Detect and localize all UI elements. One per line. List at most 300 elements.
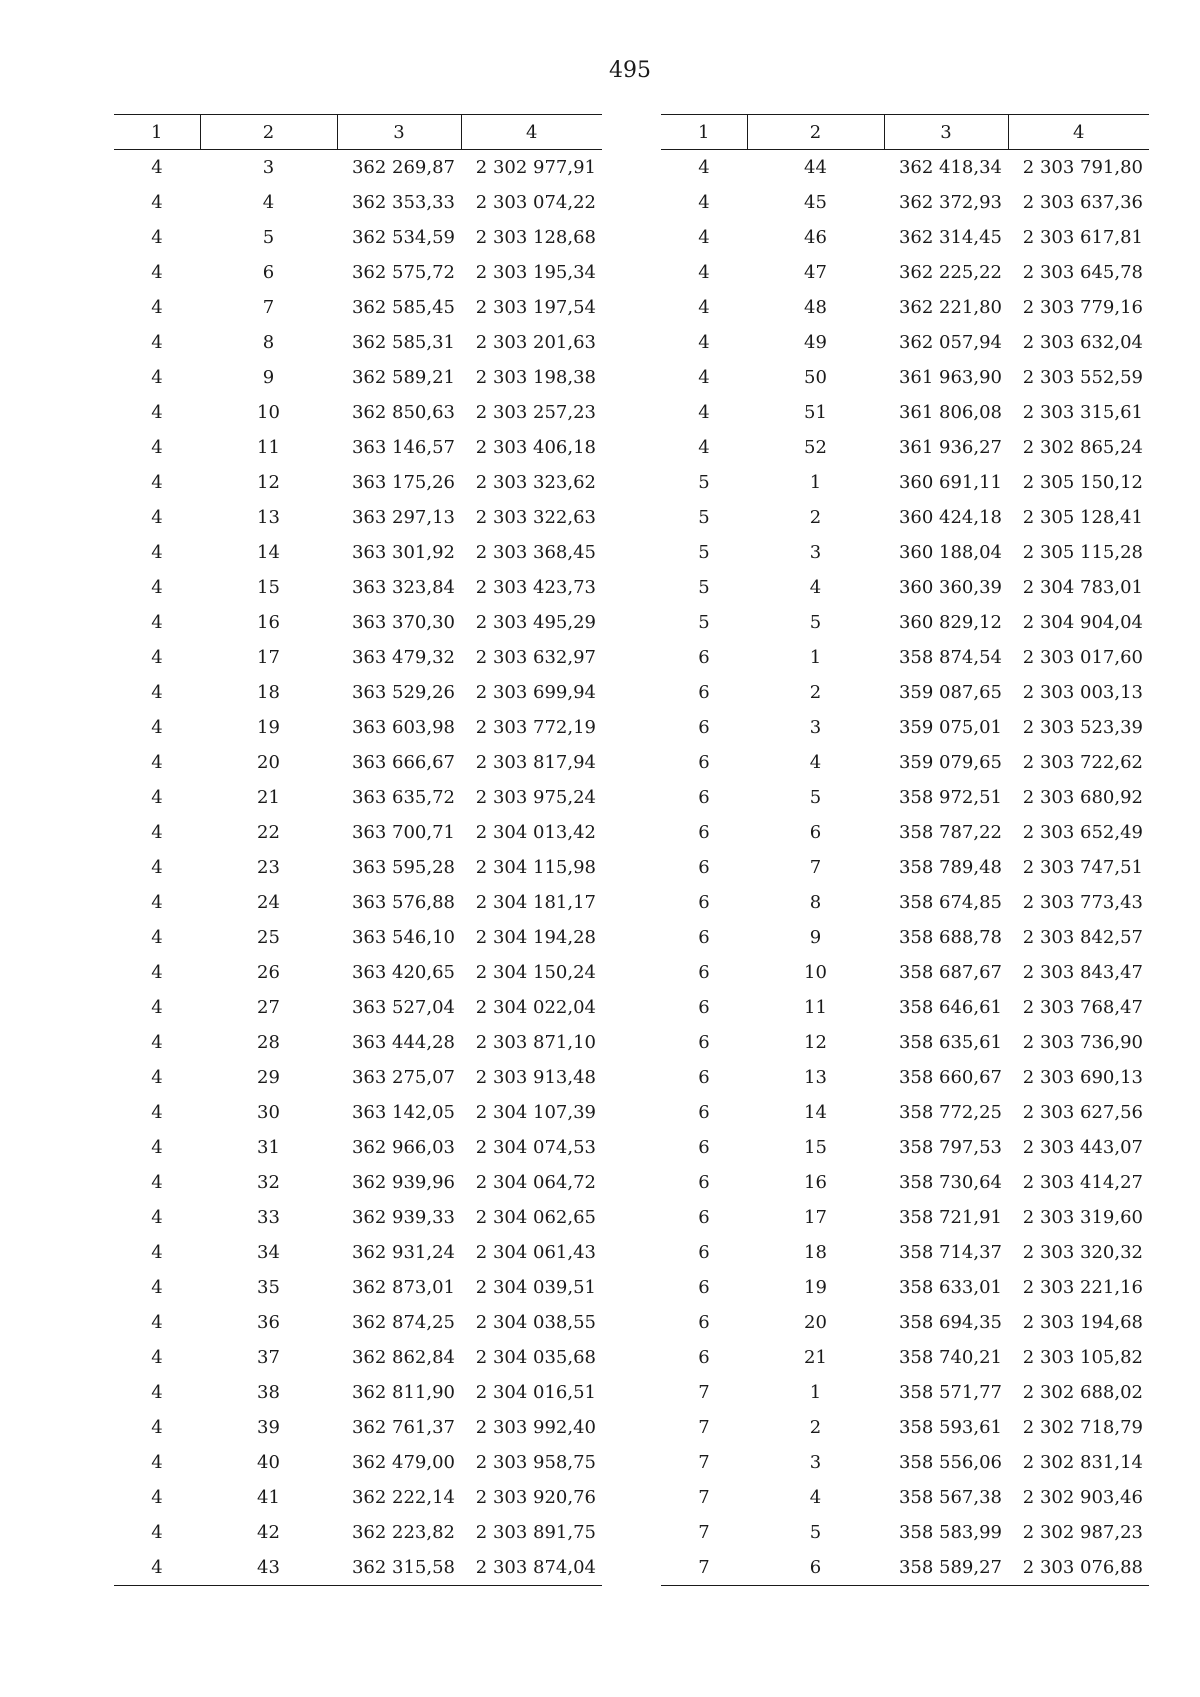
cell-section: 4	[151, 962, 163, 983]
left-coordinates-table	[114, 114, 602, 1586]
cell-x-coordinate: 358 972,51	[898, 787, 1002, 808]
cell-section: 7	[698, 1522, 710, 1543]
cell-y-coordinate: 2 304 783,01	[1022, 577, 1143, 598]
table-row	[114, 1305, 602, 1340]
cell-y-coordinate: 2 303 722,62	[1022, 752, 1143, 773]
table-row	[661, 1445, 1149, 1480]
table-row	[114, 1200, 602, 1235]
table-row	[661, 150, 1149, 186]
cell-y-coordinate: 2 303 617,81	[1022, 227, 1143, 248]
cell-y-coordinate: 2 303 645,78	[1022, 262, 1143, 283]
cell-section: 5	[698, 507, 710, 528]
table-row	[114, 1270, 602, 1305]
table-row	[661, 850, 1149, 885]
cell-section: 7	[698, 1382, 710, 1403]
cell-x-coordinate: 363 370,30	[351, 612, 455, 633]
cell-section: 4	[151, 1102, 163, 1123]
cell-point: 22	[257, 822, 280, 843]
cell-point: 14	[257, 542, 280, 563]
cell-x-coordinate: 360 188,04	[898, 542, 1002, 563]
cell-y-coordinate: 2 304 074,53	[475, 1137, 596, 1158]
cell-point: 24	[257, 892, 280, 913]
cell-y-coordinate: 2 303 443,07	[1022, 1137, 1143, 1158]
cell-y-coordinate: 2 305 128,41	[1022, 507, 1143, 528]
cell-x-coordinate: 362 221,80	[898, 297, 1002, 318]
cell-y-coordinate: 2 303 699,94	[475, 682, 596, 703]
cell-point: 12	[804, 1032, 827, 1053]
cell-point: 34	[257, 1242, 280, 1263]
cell-y-coordinate: 2 303 076,88	[1008, 1550, 1149, 1586]
cell-x-coordinate: 358 694,35	[898, 1312, 1002, 1333]
cell-y-coordinate: 2 305 150,12	[1022, 472, 1143, 493]
cell-y-coordinate: 2 303 315,61	[1022, 402, 1143, 423]
cell-y-coordinate: 2 303 772,19	[475, 717, 596, 738]
cell-section: 4	[151, 1347, 163, 1368]
cell-x-coordinate: 358 646,61	[898, 997, 1002, 1018]
table-row	[661, 1130, 1149, 1165]
cell-x-coordinate: 362 585,45	[351, 297, 455, 318]
cell-section: 6	[698, 1347, 710, 1368]
cell-point: 21	[257, 787, 280, 808]
cell-x-coordinate: 363 479,32	[351, 647, 455, 668]
table-row	[661, 780, 1149, 815]
table-row	[661, 1340, 1149, 1375]
cell-x-coordinate: 363 527,04	[351, 997, 455, 1018]
cell-y-coordinate: 2 303 368,45	[475, 542, 596, 563]
cell-point: 4	[809, 752, 822, 773]
cell-section: 4	[151, 1242, 163, 1263]
cell-section: 4	[151, 752, 163, 773]
cell-y-coordinate: 2 304 107,39	[475, 1102, 596, 1123]
table-row	[114, 430, 602, 465]
cell-point: 13	[804, 1067, 827, 1088]
cell-point: 5	[809, 1522, 822, 1543]
cell-section: 4	[151, 1382, 163, 1403]
cell-point: 5	[809, 787, 822, 808]
cell-x-coordinate: 359 079,65	[898, 752, 1002, 773]
cell-x-coordinate: 362 585,31	[351, 332, 455, 353]
cell-x-coordinate: 363 275,07	[351, 1067, 455, 1088]
cell-section: 4	[151, 1207, 163, 1228]
cell-point: 19	[804, 1277, 827, 1298]
cell-point: 20	[257, 752, 280, 773]
table-row	[661, 1095, 1149, 1130]
column-header: 4	[1008, 115, 1149, 150]
cell-x-coordinate: 360 829,12	[898, 612, 1002, 633]
cell-point: 49	[804, 332, 827, 353]
cell-y-coordinate: 2 302 718,79	[1022, 1417, 1143, 1438]
table-row	[661, 920, 1149, 955]
cell-x-coordinate: 358 874,54	[898, 647, 1002, 668]
table-row	[661, 185, 1149, 220]
cell-y-coordinate: 2 303 842,57	[1022, 927, 1143, 948]
cell-x-coordinate: 362 269,87	[351, 157, 455, 178]
table-row	[661, 360, 1149, 395]
cell-x-coordinate: 358 714,37	[898, 1242, 1002, 1263]
cell-x-coordinate: 358 789,48	[898, 857, 1002, 878]
cell-y-coordinate: 2 303 652,49	[1022, 822, 1143, 843]
cell-section: 4	[151, 297, 163, 318]
table-row	[114, 1445, 602, 1480]
cell-point: 5	[262, 227, 275, 248]
table-row	[114, 850, 602, 885]
table-row	[661, 675, 1149, 710]
column-header: 3	[337, 115, 461, 150]
cell-point: 4	[809, 577, 822, 598]
cell-point: 47	[804, 262, 827, 283]
cell-section: 4	[151, 192, 163, 213]
table-row	[114, 1130, 602, 1165]
table-row	[114, 815, 602, 850]
cell-section: 6	[698, 787, 710, 808]
table-row	[114, 675, 602, 710]
column-header: 1	[661, 115, 747, 150]
cell-point: 3	[809, 1452, 822, 1473]
cell-y-coordinate: 2 303 320,32	[1022, 1242, 1143, 1263]
table-row	[114, 1060, 602, 1095]
cell-y-coordinate: 2 303 632,04	[1022, 332, 1143, 353]
cell-point: 15	[257, 577, 280, 598]
cell-point: 16	[804, 1172, 827, 1193]
cell-y-coordinate: 2 303 690,13	[1022, 1067, 1143, 1088]
cell-section: 4	[698, 157, 710, 178]
cell-y-coordinate: 2 304 016,51	[475, 1382, 596, 1403]
table-row	[661, 1025, 1149, 1060]
cell-section: 4	[698, 332, 710, 353]
cell-x-coordinate: 363 444,28	[351, 1032, 455, 1053]
cell-section: 4	[114, 1550, 200, 1586]
cell-point: 1	[809, 1382, 822, 1403]
cell-x-coordinate: 362 315,58	[337, 1550, 461, 1586]
cell-point: 45	[804, 192, 827, 213]
cell-y-coordinate: 2 303 627,56	[1022, 1102, 1143, 1123]
cell-section: 6	[698, 647, 710, 668]
table-row	[661, 1375, 1149, 1410]
cell-y-coordinate: 2 303 913,48	[475, 1067, 596, 1088]
cell-x-coordinate: 362 939,33	[351, 1207, 455, 1228]
cell-section: 4	[151, 717, 163, 738]
table-row	[661, 1270, 1149, 1305]
table-row	[661, 395, 1149, 430]
table-row	[114, 605, 602, 640]
cell-section: 4	[151, 647, 163, 668]
cell-point: 11	[804, 997, 827, 1018]
cell-y-coordinate: 2 305 115,28	[1022, 542, 1143, 563]
cell-section: 4	[151, 227, 163, 248]
cell-section: 6	[698, 1277, 710, 1298]
cell-point: 8	[809, 892, 822, 913]
cell-y-coordinate: 2 303 975,24	[475, 787, 596, 808]
column-header: 3	[884, 115, 1008, 150]
cell-section: 4	[698, 437, 710, 458]
cell-y-coordinate: 2 303 201,63	[475, 332, 596, 353]
cell-section: 6	[698, 1242, 710, 1263]
cell-x-coordinate: 358 660,67	[898, 1067, 1002, 1088]
cell-x-coordinate: 358 772,25	[898, 1102, 1002, 1123]
table-row	[661, 745, 1149, 780]
cell-point: 10	[257, 402, 280, 423]
cell-y-coordinate: 2 303 637,36	[1022, 192, 1143, 213]
table-row	[114, 780, 602, 815]
cell-point: 2	[809, 682, 822, 703]
column-header: 1	[114, 115, 200, 150]
cell-point: 6	[747, 1550, 884, 1586]
table-row	[661, 1410, 1149, 1445]
table-row	[114, 360, 602, 395]
table-row	[661, 1235, 1149, 1270]
cell-point: 31	[257, 1137, 280, 1158]
cell-y-coordinate: 2 304 181,17	[475, 892, 596, 913]
cell-section: 4	[151, 542, 163, 563]
cell-x-coordinate: 363 700,71	[351, 822, 455, 843]
cell-point: 18	[804, 1242, 827, 1263]
cell-point: 21	[804, 1347, 827, 1368]
cell-point: 20	[804, 1312, 827, 1333]
cell-point: 4	[809, 1487, 822, 1508]
cell-point: 3	[262, 157, 275, 178]
cell-x-coordinate: 363 529,26	[351, 682, 455, 703]
cell-y-coordinate: 2 303 992,40	[475, 1417, 596, 1438]
cell-x-coordinate: 358 583,99	[898, 1522, 1002, 1543]
cell-point: 19	[257, 717, 280, 738]
table-row	[661, 1515, 1149, 1550]
cell-section: 7	[661, 1550, 747, 1586]
cell-y-coordinate: 2 303 423,73	[475, 577, 596, 598]
cell-x-coordinate: 362 939,96	[351, 1172, 455, 1193]
cell-y-coordinate: 2 303 197,54	[475, 297, 596, 318]
table-row	[661, 1550, 1149, 1586]
cell-section: 4	[151, 682, 163, 703]
cell-y-coordinate: 2 304 150,24	[475, 962, 596, 983]
cell-y-coordinate: 2 303 817,94	[475, 752, 596, 773]
cell-point: 3	[809, 542, 822, 563]
cell-x-coordinate: 362 862,84	[351, 1347, 455, 1368]
table-row	[661, 255, 1149, 290]
table-row	[114, 1375, 602, 1410]
table-row	[661, 430, 1149, 465]
cell-section: 6	[698, 962, 710, 983]
cell-x-coordinate: 362 479,00	[351, 1452, 455, 1473]
cell-section: 6	[698, 927, 710, 948]
cell-section: 4	[151, 1137, 163, 1158]
cell-point: 1	[809, 647, 822, 668]
table-row	[661, 570, 1149, 605]
cell-x-coordinate: 358 571,77	[898, 1382, 1002, 1403]
cell-y-coordinate: 2 303 523,39	[1022, 717, 1143, 738]
cell-y-coordinate: 2 303 319,60	[1022, 1207, 1143, 1228]
cell-section: 4	[151, 927, 163, 948]
cell-point: 43	[200, 1550, 337, 1586]
cell-y-coordinate: 2 303 920,76	[475, 1487, 596, 1508]
cell-section: 4	[151, 1277, 163, 1298]
cell-point: 39	[257, 1417, 280, 1438]
cell-section: 7	[698, 1452, 710, 1473]
cell-y-coordinate: 2 303 323,62	[475, 472, 596, 493]
cell-section: 4	[151, 507, 163, 528]
cell-section: 6	[698, 1172, 710, 1193]
cell-y-coordinate: 2 303 843,47	[1022, 962, 1143, 983]
cell-x-coordinate: 362 850,63	[351, 402, 455, 423]
left-table-body	[114, 150, 602, 1586]
cell-section: 5	[698, 612, 710, 633]
cell-x-coordinate: 363 595,28	[351, 857, 455, 878]
table-row	[661, 710, 1149, 745]
cell-y-coordinate: 2 303 632,97	[475, 647, 596, 668]
cell-section: 4	[698, 297, 710, 318]
cell-section: 4	[151, 577, 163, 598]
table-row	[661, 1305, 1149, 1340]
cell-y-coordinate: 2 302 977,91	[475, 157, 596, 178]
table-row	[114, 500, 602, 535]
cell-point: 9	[809, 927, 822, 948]
cell-x-coordinate: 362 874,25	[351, 1312, 455, 1333]
table-row	[114, 325, 602, 360]
table-row	[114, 1340, 602, 1375]
cell-y-coordinate: 2 304 038,55	[475, 1312, 596, 1333]
cell-point: 33	[257, 1207, 280, 1228]
cell-section: 4	[151, 1487, 163, 1508]
cell-y-coordinate: 2 304 194,28	[475, 927, 596, 948]
cell-section: 4	[151, 332, 163, 353]
cell-section: 7	[698, 1487, 710, 1508]
cell-y-coordinate: 2 303 768,47	[1022, 997, 1143, 1018]
cell-x-coordinate: 361 936,27	[898, 437, 1002, 458]
cell-y-coordinate: 2 303 105,82	[1022, 1347, 1143, 1368]
cell-point: 46	[804, 227, 827, 248]
cell-y-coordinate: 2 302 865,24	[1022, 437, 1143, 458]
cell-x-coordinate: 359 087,65	[898, 682, 1002, 703]
cell-x-coordinate: 358 721,91	[898, 1207, 1002, 1228]
cell-x-coordinate: 358 740,21	[898, 1347, 1002, 1368]
cell-point: 4	[262, 192, 275, 213]
column-header: 2	[200, 115, 337, 150]
cell-section: 4	[151, 402, 163, 423]
cell-x-coordinate: 358 635,61	[898, 1032, 1002, 1053]
table-row	[114, 1480, 602, 1515]
cell-y-coordinate: 2 303 958,75	[475, 1452, 596, 1473]
cell-section: 6	[698, 1032, 710, 1053]
table-row	[114, 1165, 602, 1200]
table-row	[114, 220, 602, 255]
cell-x-coordinate: 362 966,03	[351, 1137, 455, 1158]
cell-x-coordinate: 360 691,11	[898, 472, 1002, 493]
table-row	[114, 1095, 602, 1130]
cell-x-coordinate: 358 787,22	[898, 822, 1002, 843]
cell-point: 13	[257, 507, 280, 528]
cell-y-coordinate: 2 303 257,23	[475, 402, 596, 423]
cell-point: 6	[809, 822, 822, 843]
cell-x-coordinate: 362 873,01	[351, 1277, 455, 1298]
cell-section: 4	[151, 892, 163, 913]
page-number: 495	[609, 58, 651, 83]
cell-point: 51	[804, 402, 827, 423]
cell-y-coordinate: 2 302 831,14	[1022, 1452, 1143, 1473]
cell-section: 6	[698, 1207, 710, 1228]
cell-point: 28	[257, 1032, 280, 1053]
cell-point: 9	[262, 367, 275, 388]
cell-x-coordinate: 358 589,27	[884, 1550, 1008, 1586]
table-row	[661, 535, 1149, 570]
table-row	[114, 395, 602, 430]
cell-x-coordinate: 363 576,88	[351, 892, 455, 913]
cell-section: 6	[698, 822, 710, 843]
cell-y-coordinate: 2 303 736,90	[1022, 1032, 1143, 1053]
cell-point: 7	[809, 857, 822, 878]
cell-y-coordinate: 2 303 871,10	[475, 1032, 596, 1053]
cell-section: 6	[698, 1102, 710, 1123]
cell-y-coordinate: 2 303 198,38	[475, 367, 596, 388]
cell-y-coordinate: 2 304 039,51	[475, 1277, 596, 1298]
cell-y-coordinate: 2 304 013,42	[475, 822, 596, 843]
table-row	[114, 1235, 602, 1270]
table-row	[114, 1550, 602, 1586]
cell-point: 2	[809, 1417, 822, 1438]
cell-section: 4	[151, 822, 163, 843]
cell-x-coordinate: 363 142,05	[351, 1102, 455, 1123]
cell-x-coordinate: 358 730,64	[898, 1172, 1002, 1193]
table-row	[661, 325, 1149, 360]
cell-x-coordinate: 363 323,84	[351, 577, 455, 598]
cell-y-coordinate: 2 303 779,16	[1022, 297, 1143, 318]
cell-y-coordinate: 2 303 195,34	[475, 262, 596, 283]
table-row	[661, 1200, 1149, 1235]
table-row	[114, 185, 602, 220]
cell-y-coordinate: 2 302 688,02	[1022, 1382, 1143, 1403]
table-row	[661, 605, 1149, 640]
cell-x-coordinate: 362 811,90	[351, 1382, 455, 1403]
cell-x-coordinate: 358 797,53	[898, 1137, 1002, 1158]
cell-x-coordinate: 362 931,24	[351, 1242, 455, 1263]
table-row	[661, 1165, 1149, 1200]
cell-y-coordinate: 2 303 747,51	[1022, 857, 1143, 878]
cell-x-coordinate: 361 963,90	[898, 367, 1002, 388]
cell-y-coordinate: 2 302 987,23	[1022, 1522, 1143, 1543]
cell-x-coordinate: 360 424,18	[898, 507, 1002, 528]
cell-point: 17	[257, 647, 280, 668]
cell-point: 44	[804, 157, 827, 178]
table-row	[661, 885, 1149, 920]
table-row	[114, 255, 602, 290]
cell-section: 6	[698, 1067, 710, 1088]
cell-point: 52	[804, 437, 827, 458]
cell-point: 5	[809, 612, 822, 633]
cell-section: 4	[698, 402, 710, 423]
table-row	[661, 815, 1149, 850]
cell-y-coordinate: 2 303 414,27	[1022, 1172, 1143, 1193]
cell-x-coordinate: 363 666,67	[351, 752, 455, 773]
cell-x-coordinate: 362 575,72	[351, 262, 455, 283]
table-row	[114, 570, 602, 605]
cell-x-coordinate: 362 418,34	[898, 157, 1002, 178]
cell-point: 38	[257, 1382, 280, 1403]
cell-x-coordinate: 361 806,08	[898, 402, 1002, 423]
cell-x-coordinate: 362 222,14	[351, 1487, 455, 1508]
cell-section: 4	[151, 612, 163, 633]
cell-point: 2	[809, 507, 822, 528]
cell-x-coordinate: 360 360,39	[898, 577, 1002, 598]
cell-x-coordinate: 362 223,82	[351, 1522, 455, 1543]
cell-x-coordinate: 363 546,10	[351, 927, 455, 948]
table-row	[114, 745, 602, 780]
cell-point: 6	[262, 262, 275, 283]
cell-section: 4	[151, 1452, 163, 1473]
table-row	[114, 290, 602, 325]
cell-point: 23	[257, 857, 280, 878]
cell-section: 7	[698, 1417, 710, 1438]
cell-point: 32	[257, 1172, 280, 1193]
cell-y-coordinate: 2 303 773,43	[1022, 892, 1143, 913]
cell-y-coordinate: 2 303 074,22	[475, 192, 596, 213]
